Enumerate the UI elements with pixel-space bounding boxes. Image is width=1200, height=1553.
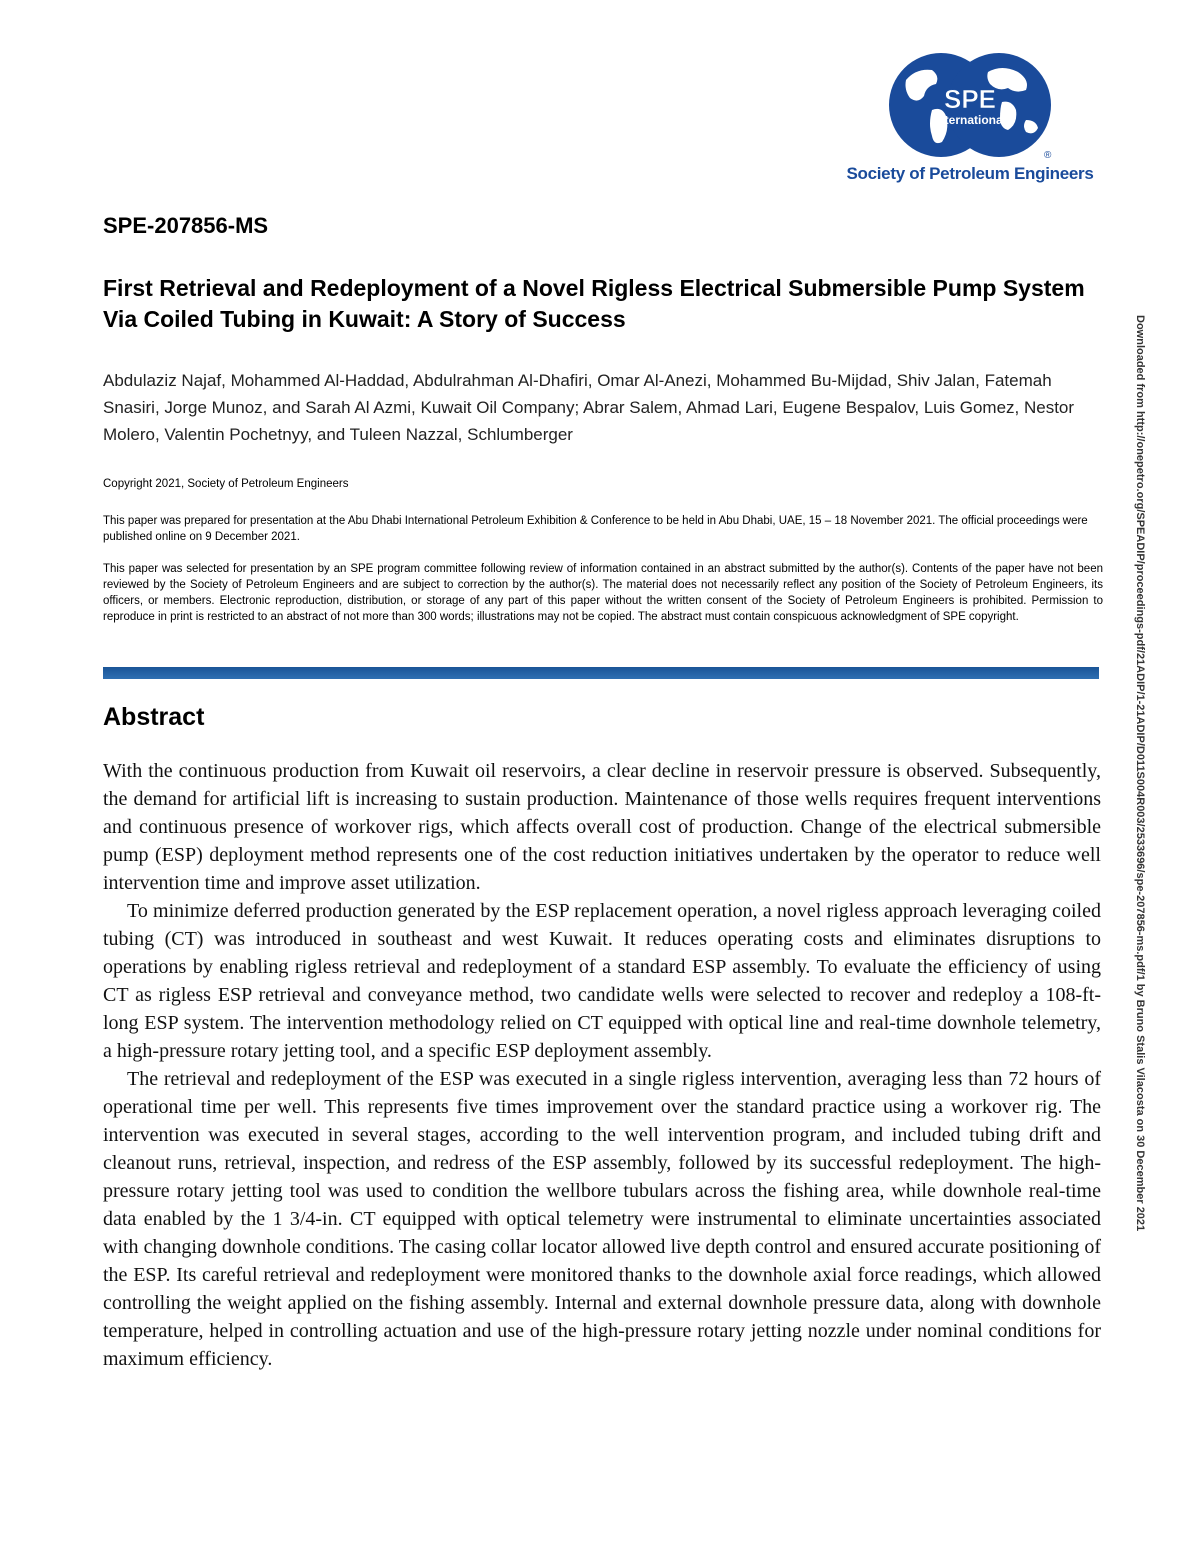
logo-org-name: Society of Petroleum Engineers [846,164,1094,183]
abstract-paragraph: The retrieval and redeployment of the ESP was executed in a single rigless intervention, averaging less than 72 hours of operational time per well. This represents five times improvement over the standard practice using a workover rig. The intervention was executed in several stages, according to the well intervention program, and included tubing drift and cleanout runs, retrieval, inspection, and redress of the ESP assembly, followed by its successful redeployment. The high-pressure rotary jetting tool was used to condition the wellbore tubulars across the fishing area, while downhole real-time data enabled by the 1 3/4-in. CT equipped with optical telemetry were instrumental to eliminate uncertainties associated with changing downhole conditions. The casing collar locator allowed live depth control and ensured accurate positioning of the ESP. Its careful retrieval and redeployment were monitored thanks to the downhole axial force readings, which allowed controlling the weight applied on the fishing assembly. Internal and external downhole pressure data, along with downhole temperature, helped in controlling actuation and use of the high-pressure rotary jetting nozzle under nominal conditions for maximum efficiency. [103,1068,1101,1370]
abstract-body [103,757,1101,1373]
copyright-line: Copyright 2021, Society of Petroleum Engineers [103,478,349,490]
download-watermark: Downloaded from http://onepetro.org/SPEADIP/proceedings-pdf/21ADIP/1-21ADIP/D011S004R003/2533696/spe-207856-ms.pdf/1 by Bruno Stalis Vilacosta on 30 December 2021 [1134,315,1146,1232]
abstract-heading: Abstract [103,703,205,731]
logo-badge-sub: International [933,113,1007,127]
abstract-paragraph: With the continuous production from Kuwait oil reservoirs, a clear decline in reservoir pressure is observed. Subsequently, the demand for artificial lift is increasing to sustain production. Maintenance of those wells requires frequent interventions and continuous presence of workover rigs, which affects overall cost of production. Change of the electrical submersible pump (ESP) deployment method represents one of the cost reduction initiatives undertaken by the operator to reduce well intervention time and improve asset utilization. [103,760,1101,894]
preparation-note: This paper was prepared for presentation at the Abu Dhabi International Petroleum Exhibition & Conference to be held in Abu Dhabi, UAE, 15 – 18 November 2021. The official proceedings were published online on 9 December 2021. [103,515,1088,543]
committee-note: This paper was selected for presentation by an SPE program committee following review of information contained in an abstract submitted by the author(s). Contents of the paper have not been reviewed by the Society of Petroleum Engineers and are subject to correction by the author(s). The material does not necessarily reflect any position of the Society of Petroleum Engineers, its officers, or members. Electronic reproduction, distribution, or storage of any part of this paper without the written consent of the Society of Petroleum Engineers is prohibited. Permission to reproduce in print is restricted to an abstract of not more than 300 words; illustrations may not be copied. The abstract must contain conspicuous acknowledgment of SPE copyright. [103,563,1103,623]
registered-mark: ® [1044,150,1052,160]
logo-badge-main: SPE [943,84,997,114]
globe-icon [884,50,1056,160]
author-list: Abdulaziz Najaf, Mohammed Al-Haddad, Abdulrahman Al-Dhafiri, Omar Al-Anezi, Mohammed Bu-Mijdad, Shiv Jalan, Fatemah Snasiri, Jorge Munoz, and Sarah Al Azmi, Kuwait Oil Company; Abrar Salem, Ahmad Lari, Eugene Bespalov, Luis Gomez, Nestor Molero, Valentin Pochetnyy, and Tuleen Nazzal, Schlumberger [103,371,1075,444]
spe-logo [845,50,1095,184]
section-divider [103,667,1099,679]
paper-title: First Retrieval and Redeployment of a Novel Rigless Electrical Submersible Pump System Via Coiled Tubing in Kuwait: A Story of Success [103,275,1085,332]
abstract-paragraph: To minimize deferred production generated by the ESP replacement operation, a novel rigless approach leveraging coiled tubing (CT) was introduced in southeast and west Kuwait. It reduces operating costs and eliminates disruptions to operations by enabling rigless retrieval and redeployment of a standard ESP assembly. To evaluate the efficiency of using CT as rigless ESP retrieval and conveyance method, two candidate wells were selected to recover and redeploy a 108-ft-long ESP system. The intervention methodology relied on CT equipped with optical line and real-time downhole telemetry, a high-pressure rotary jetting tool, and a specific ESP deployment assembly. [103,900,1101,1062]
paper-id: SPE-207856-MS [103,213,269,238]
